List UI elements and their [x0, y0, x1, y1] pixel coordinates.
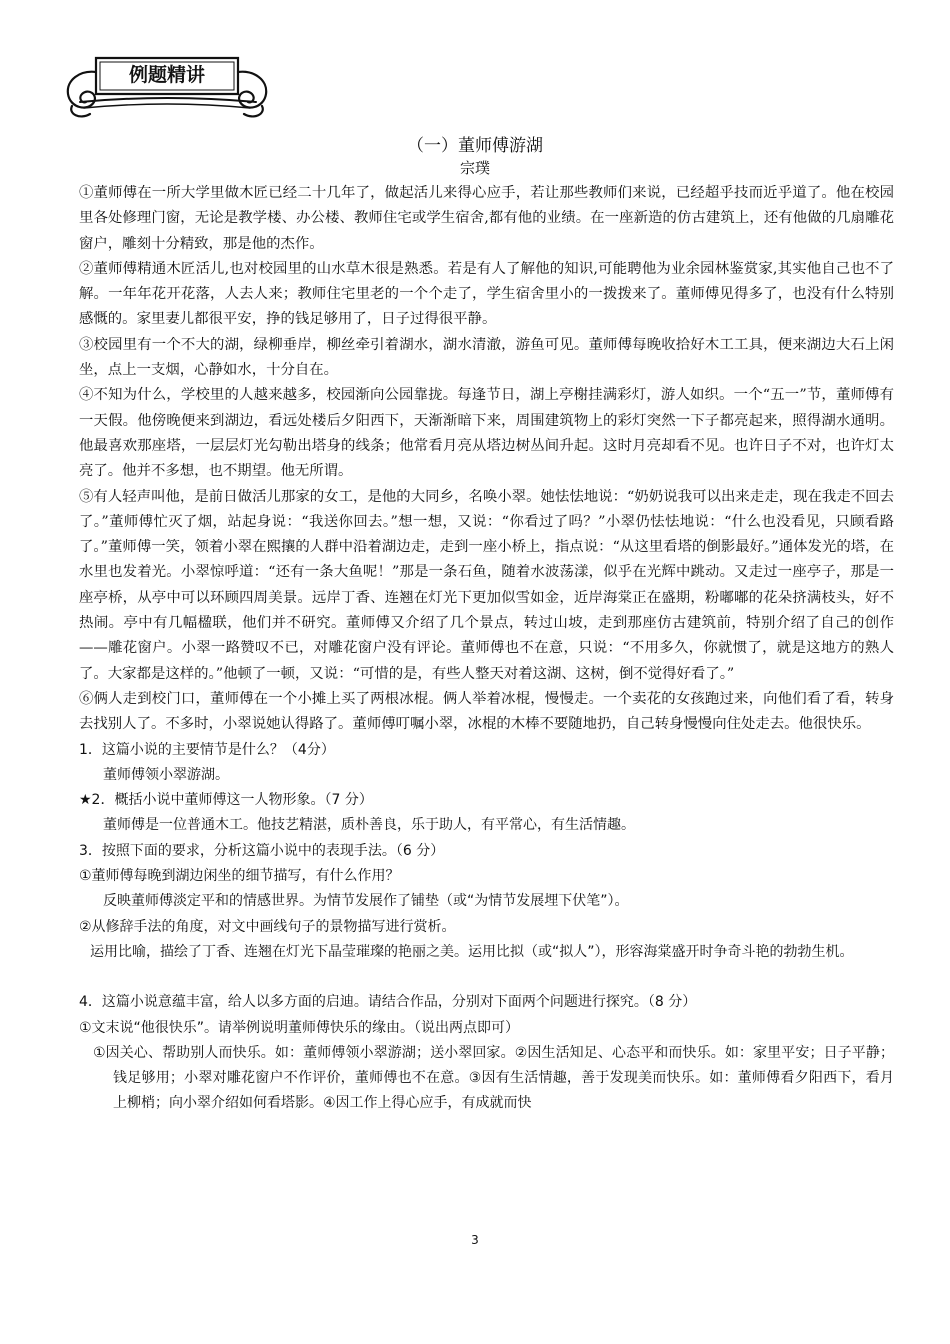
question-2: ★2．概括小说中董师傅这一人物形象。（7 分）	[79, 792, 373, 809]
question-3-part-2: ②从修辞手法的角度，对文中画线句子的景物描写进行赏析。	[79, 918, 456, 935]
question-4-part-1: ①文末说“他很快乐”。请举例说明董师傅快乐的缘由。（说出两点即可）	[79, 1019, 520, 1036]
question-4: 4．这篇小说意蕴丰富，给人以多方面的启迪。请结合作品，分别对下面两个问题进行探究。（8 分）	[79, 994, 697, 1011]
answer-4-part-1: ①因关心、帮助别人而快乐。如：董师傅领小翠游湖；送小翠回家。②因生活知足、心态平和而快乐。如：家里平安；日子平静；钱足够用；小翠对雕花窗户不作评价，董师傅也不在意。③因有生活情趣，善于发现美而快乐。如：董师傅看夕阳西下，看月上柳梢；向小翠介绍如何看塔影。④因工作上得心应手，有成就而快	[93, 1044, 894, 1112]
answer-3-part-1: 反映董师傅淡定平和的情感世界。为情节发展作了铺垫（或“为情节发展埋下伏笔”）。	[103, 893, 629, 910]
paragraph-4: ④不知为什么，学校里的人越来越多，校园渐向公园靠拢。每逢节日，湖上亭榭挂满彩灯，游人如织。一个“五一”节，董师傅有一天假。他傍晚便来到湖边，看远处楼后夕阳西下，天渐渐暗下来，周围建筑物上的彩灯突然一下子都亮起来，照得湖水通明。他最喜欢那座塔，一层层灯光勾勒出塔身的线条；他常看月亮从塔边树丛间升起。这时月亮却看不见。也许日子不对，也许灯太亮了。他并不多想，也不期望。他无所谓。	[79, 387, 894, 480]
paragraph-2: ②董师傅精通木匠活儿,也对校园里的山水草木很是熟悉。若是有人了解他的知识,可能聘他为业余园林鉴赏家,其实他自己也不了解。一年年花开花落，人去人来；教师住宅里老的一个个走了，学生宿舍里小的一拨拨来了。董师傅见得多了，也没有什么特别感慨的。家里妻儿都很平安，挣的钱足够用了，日子过得很平静。	[79, 260, 894, 328]
paragraph-6: ⑥俩人走到校门口，董师傅在一个小摊上买了两根冰棍。俩人举着冰棍，慢慢走。一个卖花的女孩跑过来，向他们看了看，转身去找别人了。不多时，小翠说她认得路了。董师傅叮嘱小翠，冰棍的木棒不要随地扔，自己转身慢慢向住处走去。他很快乐。	[79, 690, 894, 733]
article-author: 宗璞	[459, 159, 490, 177]
answer-3-part-2: 运用比喻，描绘了丁香、连翘在灯光下晶莹璀璨的艳丽之美。运用比拟（或“拟人”），形容海棠盛开时争奇斗艳的勃勃生机。	[90, 943, 854, 960]
paragraph-1: ①董师傅在一所大学里做木匠已经二十几年了，做起活儿来得心应手，若让那些教师们来说，已经超乎技而近乎道了。他在校园里各处修理门窗，无论是教学楼、办公楼、教师住宅或学生宿舍,都有他的业绩。在一座新造的仿古建筑上，还有他做的几扇雕花窗户，雕刻十分精致，那是他的杰作。	[79, 185, 894, 252]
question-3: 3．按照下面的要求，分析这篇小说中的表现手法。（6 分）	[79, 842, 445, 859]
question-3-part-1: ①董师傅每晚到湖边闲坐的细节描写，有什么作用？	[79, 868, 400, 885]
paragraph-3: ③校园里有一个不大的湖，绿柳垂岸，柳丝牵引着湖水，湖水清澈，游鱼可见。董师傅每晚收拾好木工工具，便来湖边大石上闲坐，点上一支烟，心静如水，十分自在。	[79, 336, 894, 379]
section-banner	[60, 52, 275, 124]
article-title: （一）董师傅游湖	[407, 136, 543, 156]
article-body	[79, 181, 894, 1117]
question-1: 1．这篇小说的主要情节是什么？（4分）	[79, 741, 335, 758]
page-number: 3	[471, 1233, 479, 1247]
answer-2: 董师傅是一位普通木工。他技艺精湛，质朴善良，乐于助人，有平常心，有生活情趣。	[103, 817, 635, 834]
answer-1: 董师傅领小翠游湖。	[103, 766, 229, 783]
banner-label: 例题精讲	[128, 64, 205, 86]
paragraph-5: ⑤有人轻声叫他，是前日做活儿那家的女工，是他的大同乡，名唤小翠。她怯怯地说：“奶奶说我可以出来走走，现在我走不回去了。”董师傅忙灭了烟，站起身说：“我送你回去。”想一想，又说：“你看过了吗？”小翠仍怯怯地说：“什么也没看见，只顾看路了。”董师傅一笑，领着小翠在熙攘的人群中沿着湖边走，走到一座小桥上，指点说：“从这里看塔的倒影最好。”通体发光的塔，在水里也发着光。小翠惊呼道：“还有一条大鱼呢！”那是一条石鱼，随着水波荡漾，似乎在光辉中跳动。又走过一座亭子，那是一座亭桥，从亭中可以环顾四周美景。远岸丁香、连翘在灯光下更加似雪如金，近岸海棠正在盛期，粉嘟嘟的花朵挤满枝头，好不热闹。亭中有几幅楹联，他们并不研究。董师傅又介绍了几个景点，转过山坡，走到那座仿古建筑前，特别介绍了自己的创作——雕花窗户。小翠一路赞叹不已，对雕花窗户没有评论。董师傅也不在意，只说：“不用多久，你就惯了，就是这地方的熟人了。大家都是这样的。”他顿了一顿，又说：“可惜的是，有些人整天对着这湖、这树，倒不觉得好看了。”	[79, 488, 894, 682]
